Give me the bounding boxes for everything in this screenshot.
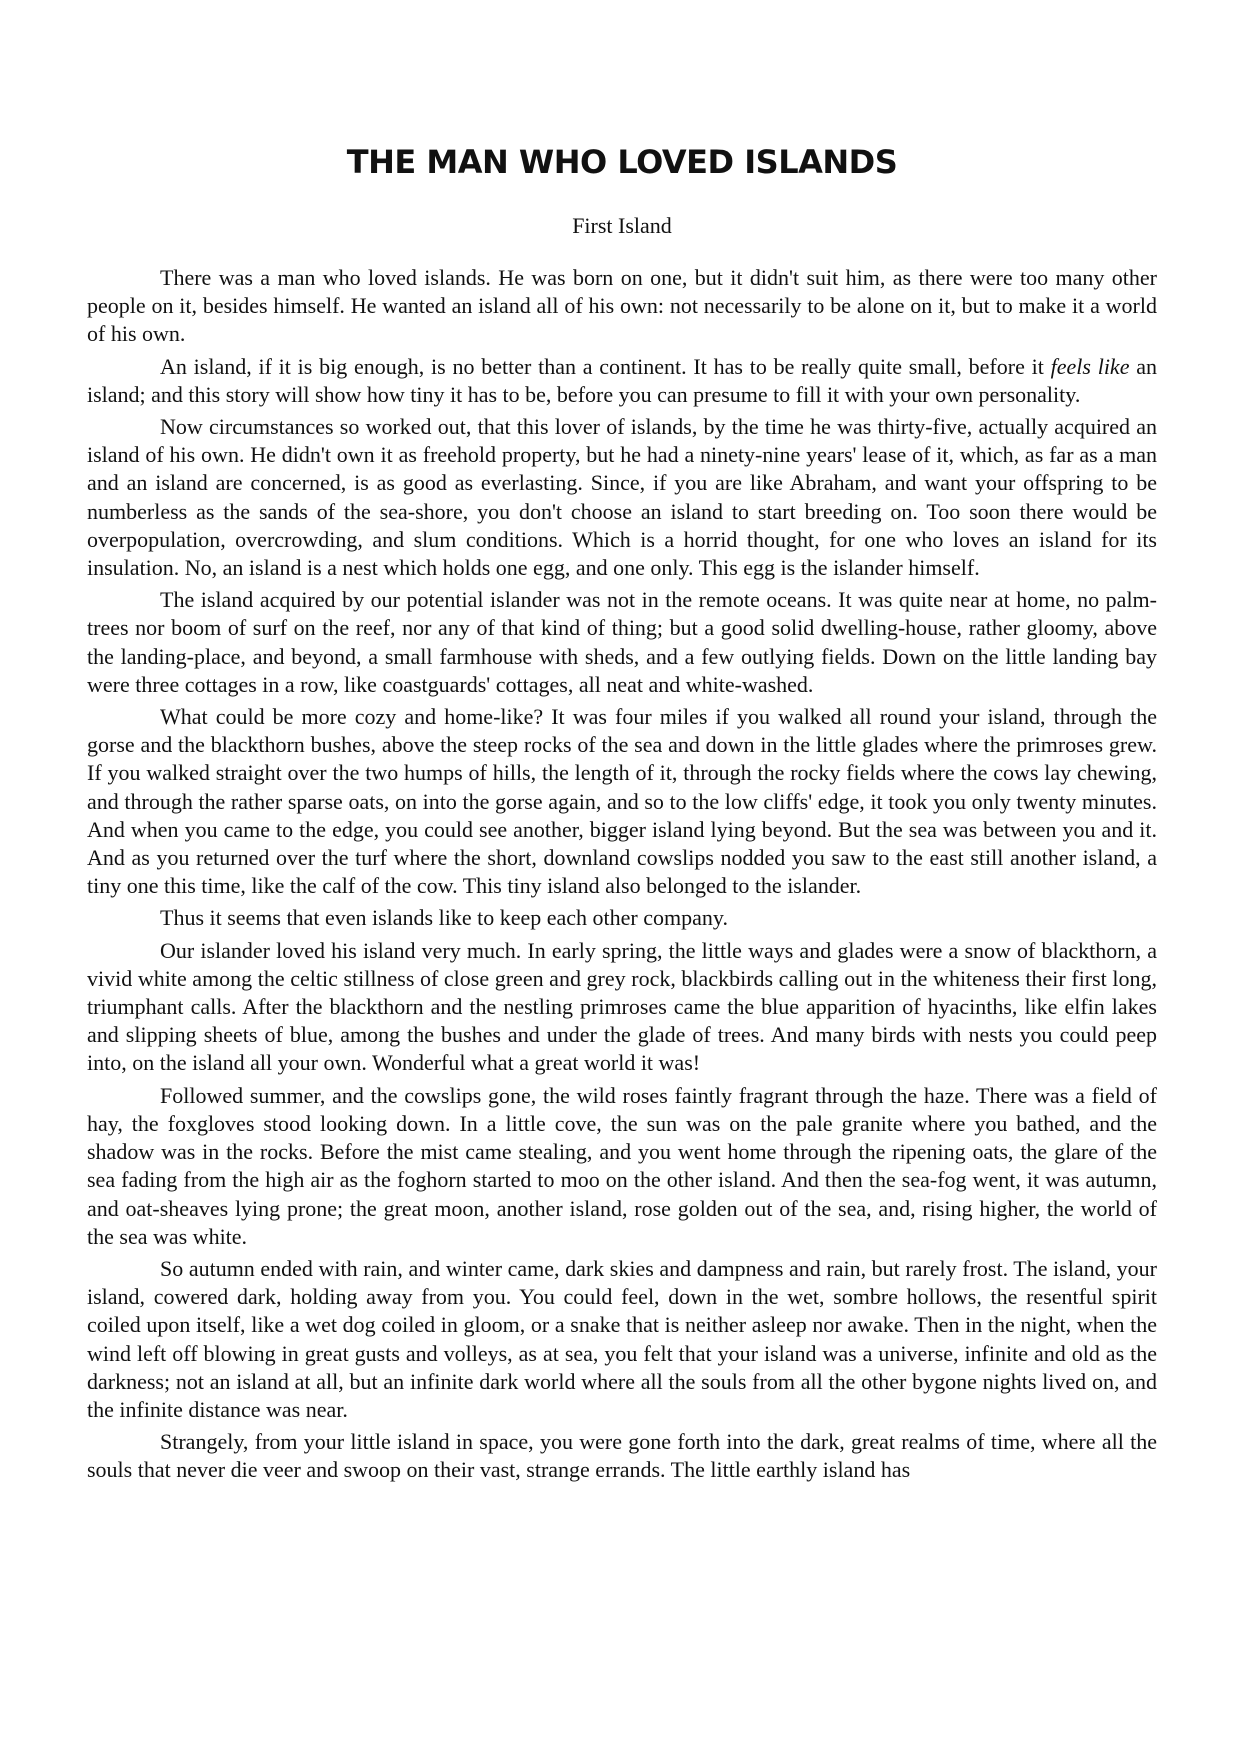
paragraph-10: Strangely, from your little island in space, you were gone forth into the dark, great realms of time, where all the souls that never die veer and swoop on their vast, strange errands. The little earthly island has	[87, 1429, 1157, 1483]
paragraph-2-text-before: An island, if it is big enough, is no better than a continent. It has to be really quite small, before it	[160, 353, 1051, 379]
paragraph-3: Now circumstances so worked out, that this lover of islands, by the time he was thirty-five, actually acquired an island of his own. He didn't own it as freehold property, but he had a ninety-nine years' lease of it, which, as far as a man and an island are concerned, is as good as everlasting. Since, if you are like Abraham, and want your offspring to be numberless as the sands of the sea-shore, you don't choose an island to start breeding on. Too soon there would be overpopulation, overcrowding, and slum conditions. Which is a horrid thought, for one who loves an island for its insulation. No, an island is a nest which holds one egg, and one only. This egg is the islander himself.	[87, 414, 1157, 581]
paragraph-2	[87, 353, 1157, 409]
paragraph-7: Our islander loved his island very much. In early spring, the little ways and glades were a snow of blackthorn, a vivid white among the celtic stillness of close green and grey rock, blackbirds calling out in the whiteness their first long, triumphant calls. After the blackthorn and the nestling primroses came the blue apparition of hyacinths, like elfin lakes and slipping sheets of blue, among the bushes and under the glade of trees. And many birds with nests you could peep into, on the island all your own. Wonderful what a great world it was!	[87, 937, 1157, 1076]
story-title: THE MAN WHO LOVED ISLANDS	[346, 143, 898, 181]
story-body	[87, 264, 1157, 1485]
paragraph-1: There was a man who loved islands. He was born on one, but it didn't suit him, as there were too many other people on it, besides himself. He wanted an island all of his own: not necessarily to be alone on it, but to make it a world of his own.	[87, 265, 1157, 347]
paragraph-6: Thus it seems that even islands like to keep each other company.	[160, 905, 728, 931]
paragraph-9: So autumn ended with rain, and winter came, dark skies and dampness and rain, but rarely frost. The island, your island, cowered dark, holding away from you. You could feel, down in the wet, sombre hollows, the resentful spirit coiled upon itself, like a wet dog coiled in gloom, or a snake that is neither asleep nor awake. Then in the night, when the wind left off blowing in great gusts and volleys, as at sea, you felt that your island was a universe, infinite and old as the darkness; not an island at all, but an infinite dark world where all the souls from all the other bygone nights lived on, and the infinite distance was near.	[87, 1255, 1157, 1422]
paragraph-8: Followed summer, and the cowslips gone, the wild roses faintly fragrant through the haze. There was a field of hay, the foxgloves stood looking down. In a little cove, the sun was on the pale granite where you bathed, and the shadow was in the rocks. Before the mist came stealing, and you went home through the ripening oats, the glare of the sea fading from the high air as the foghorn started to moo on the other island. And then the sea-fog went, it was autumn, and oat-sheaves lying prone; the great moon, another island, rose golden out of the sea, and, rising higher, the world of the sea was white.	[87, 1082, 1157, 1249]
document-page	[87, 0, 1157, 1489]
chapter-subtitle: First Island	[572, 213, 672, 238]
paragraph-5: What could be more cozy and home-like? It was four miles if you walked all round your island, through the gorse and the blackthorn bushes, above the steep rocks of the sea and down in the little glades where the primroses grew. If you walked straight over the two humps of hills, the length of it, through the rocky fields where the cows lay chewing, and through the rather sparse oats, on into the gorse again, and so to the low cliffs' edge, it took you only twenty minutes. And when you came to the edge, you could see another, bigger island lying beyond. But the sea was between you and it. And as you returned over the turf where the short, downland cowslips nodded you saw to the east still another island, a tiny one this time, like the calf of the cow. This tiny island also belonged to the islander.	[87, 704, 1157, 899]
paragraph-4: The island acquired by our potential islander was not in the remote oceans. It was quite near at home, no palm-trees nor boom of surf on the reef, nor any of that kind of thing; but a good solid dwelling-house, rather gloomy, above the landing-place, and beyond, a small farmhouse with sheds, and a few outlying fields. Down on the little landing bay were three cottages in a row, like coastguards' cottages, all neat and white-washed.	[87, 587, 1157, 697]
paragraph-2-text-after: an island; and this story will show how tiny it has to be, before you can presume to fill it with your own personality.	[87, 353, 1158, 407]
paragraph-2-emphasis: feels like	[1050, 353, 1130, 379]
